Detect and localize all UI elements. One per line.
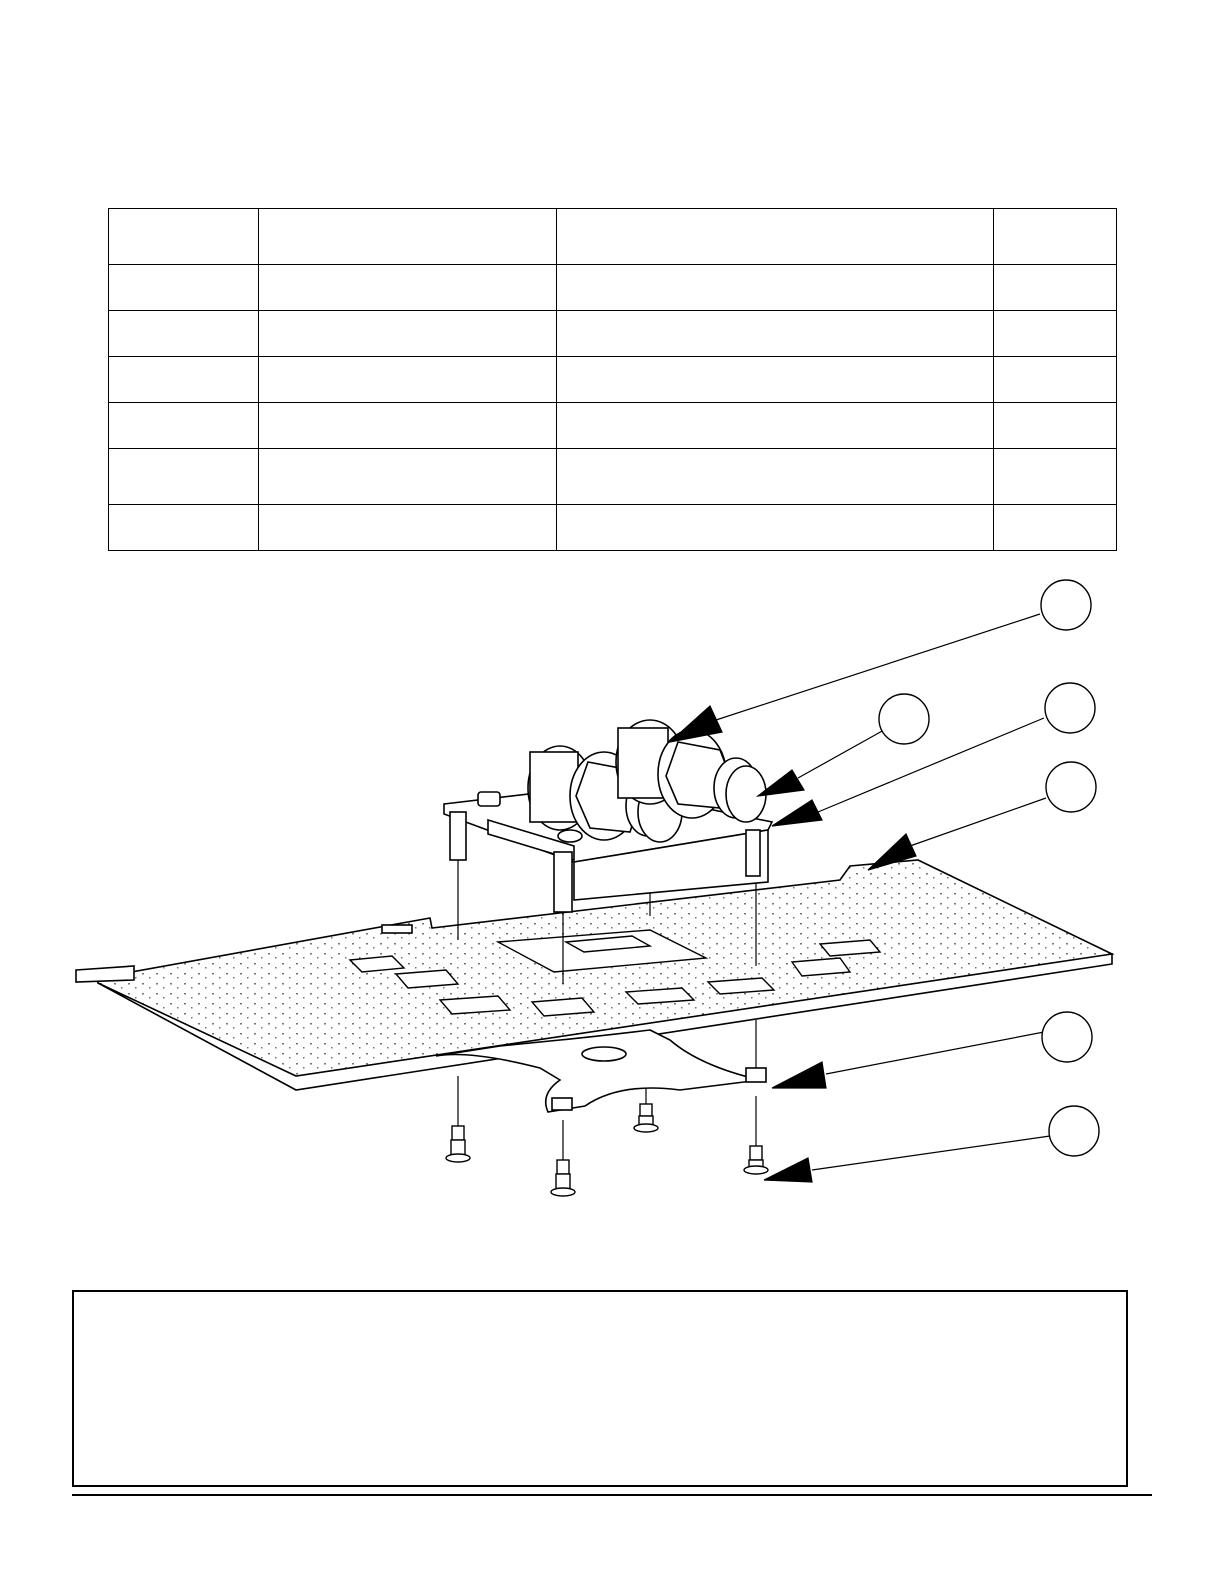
table-cell [557,449,994,505]
callout-balloon-4 [1046,762,1096,812]
callout-balloon-6 [1049,1106,1099,1156]
table-cell [259,209,557,265]
table-cell [994,311,1117,357]
arrowhead-icon [670,706,722,742]
table-cell [109,403,259,449]
table-cell [994,265,1117,311]
table-cell [994,403,1117,449]
table-cell [259,449,557,505]
arrowhead-icon [772,800,822,826]
table-cell [109,357,259,403]
table-cell [557,505,994,551]
connector-module [444,720,772,912]
exploded-assembly-drawing [0,560,1225,1230]
notes-box [72,1290,1128,1487]
table-cell [259,265,557,311]
table-cell [259,505,557,551]
notes-text [74,1292,1126,1316]
table-cell [259,311,557,357]
table-cell [259,357,557,403]
table-row [109,357,1117,403]
table-cell [109,449,259,505]
footer-rule [72,1494,1152,1496]
table-cell [994,209,1117,265]
table-cell [557,311,994,357]
table-cell [557,357,994,403]
arrowhead-icon [772,1062,826,1088]
table-cell [109,265,259,311]
table-row [109,505,1117,551]
callout-balloon-5 [1042,1012,1092,1062]
table-cell [557,209,994,265]
callout-balloon-2 [879,694,929,744]
parts-list-table [108,208,1117,551]
callout-balloon-3 [1045,683,1095,733]
table-row [109,311,1117,357]
arrowhead-icon [764,1158,812,1182]
callout-balloon-1 [1041,580,1091,630]
table-cell [557,265,994,311]
table-cell [994,449,1117,505]
screws [446,1104,768,1196]
table-cell [259,403,557,449]
table-row [109,449,1117,505]
table-header-row [109,209,1117,265]
table-row [109,265,1117,311]
table-cell [994,505,1117,551]
table-cell [994,357,1117,403]
table-cell [557,403,994,449]
table-cell [109,505,259,551]
table-row [109,403,1117,449]
table-cell [109,311,259,357]
table-cell [109,209,259,265]
